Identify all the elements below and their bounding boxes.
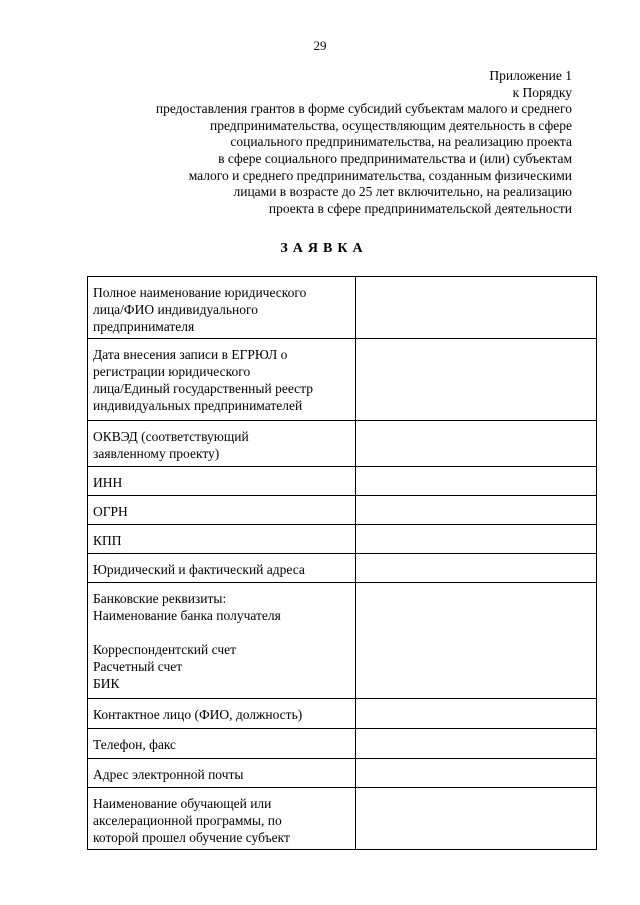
table-row bbox=[88, 759, 597, 788]
field-value[interactable] bbox=[356, 554, 597, 583]
field-label-text: Банковские реквизиты: Наименование банка получателя Корреспондентский счет Расчетный счет БИК bbox=[93, 591, 281, 691]
field-value[interactable] bbox=[356, 583, 597, 699]
field-value[interactable] bbox=[356, 729, 597, 759]
application-form-table bbox=[87, 276, 597, 850]
field-label bbox=[88, 467, 356, 496]
field-label bbox=[88, 496, 356, 525]
appendix-line: проекта в сфере предпринимательской деятельности bbox=[268, 200, 572, 216]
appendix-line: предпринимательства, осуществляющим деятельность в сфере bbox=[209, 117, 572, 133]
field-value[interactable] bbox=[356, 277, 597, 339]
appendix-line: Приложение 1 bbox=[489, 68, 572, 83]
document-title: ЗАЯВКА bbox=[280, 241, 368, 256]
field-label-text: Контактное лицо (ФИО, должность) bbox=[93, 707, 303, 722]
table-row bbox=[88, 496, 597, 525]
field-value[interactable] bbox=[356, 467, 597, 496]
table-row bbox=[88, 699, 597, 729]
table-row bbox=[88, 554, 597, 583]
page-number: 29 bbox=[313, 38, 327, 53]
field-value[interactable] bbox=[356, 525, 597, 554]
table-row bbox=[88, 525, 597, 554]
appendix-header bbox=[52, 68, 572, 217]
appendix-line: предоставления грантов в форме субсидий субъектам малого и среднего bbox=[155, 101, 572, 117]
table-row bbox=[88, 277, 597, 339]
table-row bbox=[88, 421, 597, 467]
field-label bbox=[88, 729, 356, 759]
field-value[interactable] bbox=[356, 788, 597, 850]
appendix-line: малого и среднего предпринимательства, созданным физическими bbox=[188, 167, 572, 183]
field-label bbox=[88, 554, 356, 583]
field-label bbox=[88, 339, 356, 421]
field-label-text: ИНН bbox=[93, 475, 123, 490]
field-label-text: Телефон, факс bbox=[93, 737, 177, 752]
field-label-text: Адрес электронной почты bbox=[93, 767, 244, 782]
appendix-line: социального предпринимательства, на реализацию проекта bbox=[230, 134, 572, 150]
field-label bbox=[88, 583, 356, 699]
field-value[interactable] bbox=[356, 699, 597, 729]
field-label bbox=[88, 421, 356, 467]
field-label bbox=[88, 525, 356, 554]
field-label-text: Наименование обучающей или акселерационной программы, по которой прошел обучение субъект bbox=[93, 796, 290, 845]
field-label-text: ОКВЭД (соответствующий заявленному проекту) bbox=[93, 429, 249, 461]
field-value[interactable] bbox=[356, 421, 597, 467]
field-label-text: Дата внесения записи в ЕГРЮЛ о регистрации юридического лица/Единый государственный реестр индивидуальных предпринимателей bbox=[93, 347, 313, 413]
field-label-text: КПП bbox=[93, 533, 122, 548]
field-label bbox=[88, 277, 356, 339]
appendix-line: лицами в возрасте до 25 лет включительно, на реализацию bbox=[233, 184, 572, 200]
table-row bbox=[88, 467, 597, 496]
appendix-line: в сфере социального предпринимательства и (или) субъектам bbox=[218, 150, 572, 166]
field-label bbox=[88, 788, 356, 850]
table-row bbox=[88, 788, 597, 850]
field-label bbox=[88, 699, 356, 729]
table-row bbox=[88, 339, 597, 421]
field-value[interactable] bbox=[356, 496, 597, 525]
table-row bbox=[88, 583, 597, 699]
field-label-text: ОГРН bbox=[93, 504, 128, 519]
field-label bbox=[88, 759, 356, 788]
field-label-text: Юридический и фактический адреса bbox=[93, 562, 305, 577]
table-row bbox=[88, 729, 597, 759]
appendix-line: к Порядку bbox=[512, 84, 572, 100]
field-value[interactable] bbox=[356, 339, 597, 421]
field-label-text: Полное наименование юридического лица/ФИО индивидуального предпринимателя bbox=[93, 285, 307, 334]
field-value[interactable] bbox=[356, 759, 597, 788]
